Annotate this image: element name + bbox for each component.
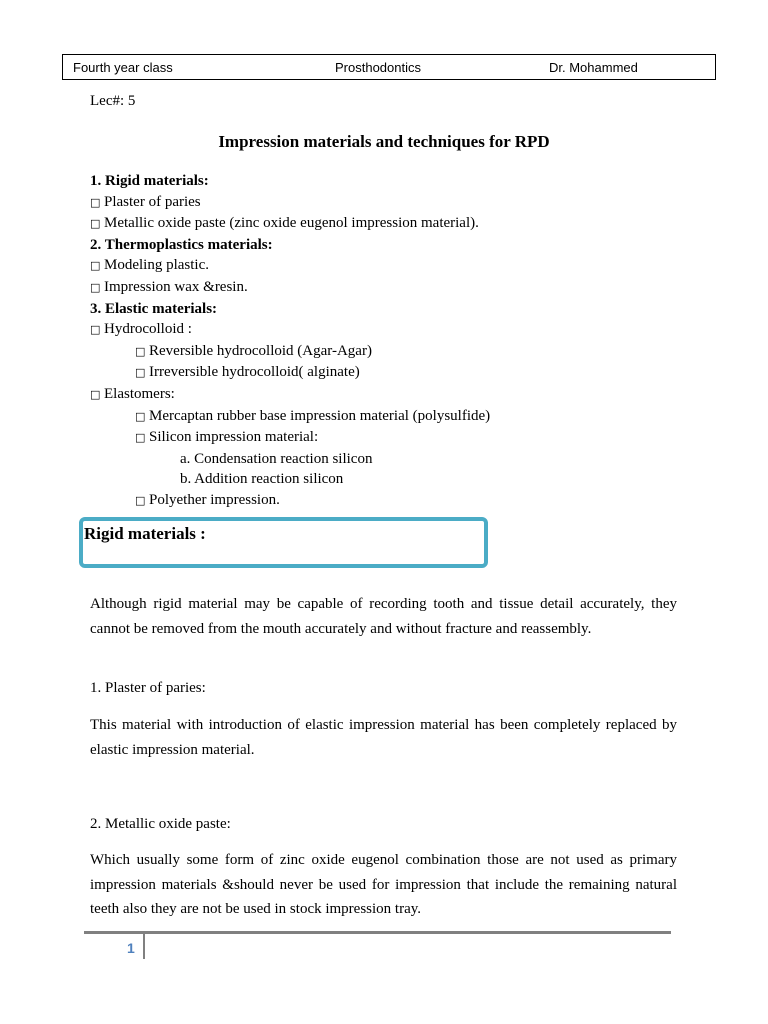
outline-item	[90, 299, 490, 320]
outline-item-text: Plaster of paries	[104, 193, 201, 210]
outline-item-text: Irreversible hydrocolloid( alginate)	[149, 364, 360, 381]
outline-item	[90, 406, 490, 428]
bullet-box-icon: □	[90, 217, 101, 231]
bullet-box-icon: □	[90, 195, 101, 209]
outline-item	[90, 427, 490, 449]
bullet-box-icon: □	[90, 387, 101, 401]
bullet-box-icon: □	[135, 409, 146, 423]
header-subject: Prosthodontics	[335, 60, 421, 75]
metallic-heading: 2. Metallic oxide paste:	[90, 816, 231, 832]
outline-item	[90, 449, 490, 470]
outline-item-text: 1. Rigid materials:	[90, 173, 209, 189]
outline-item	[90, 319, 490, 341]
outline-item-text: Mercaptan rubber base impression material (polysulfide)	[149, 407, 491, 424]
footer-divider	[143, 934, 145, 959]
bullet-box-icon: □	[135, 366, 146, 380]
outline-item-text: Elastomers:	[104, 385, 175, 402]
outline-item-text: Silicon impression material:	[149, 429, 319, 446]
outline-item-text: Modeling plastic.	[104, 257, 209, 274]
page-number: 1	[127, 940, 135, 956]
outline-item-text: Hydrocolloid :	[104, 321, 192, 338]
bullet-box-icon: □	[90, 280, 101, 294]
footer-rule	[84, 931, 671, 934]
bullet-box-icon: □	[135, 493, 146, 507]
lecture-number: Lec#: 5	[90, 93, 136, 109]
outline-item	[90, 469, 490, 490]
outline-item	[90, 213, 490, 235]
outline-item	[90, 171, 490, 192]
bullet-box-icon: □	[90, 259, 101, 273]
plaster-paragraph: This material with introduction of elastic impression material has been completely replaced by elastic impression material.	[90, 717, 677, 758]
section-heading: Rigid materials :	[84, 524, 206, 543]
outline-item	[90, 277, 490, 299]
metallic-paragraph: Which usually some form of zinc oxide eugenol combination those are not used as primary impression materials &should never be used for impression that include the remaining natural teeth also they are not be used in stock impression tray.	[90, 852, 677, 917]
outline-item-text: 3. Elastic materials:	[90, 300, 218, 317]
plaster-heading: 1. Plaster of paries:	[90, 680, 206, 696]
document-header	[62, 54, 716, 80]
bullet-box-icon: □	[90, 323, 101, 337]
outline-item	[90, 255, 490, 277]
outline-item	[90, 341, 490, 363]
materials-outline	[90, 171, 490, 512]
outline-item	[90, 384, 490, 406]
outline-item-text: Reversible hydrocolloid (Agar-Agar)	[149, 342, 372, 359]
header-class: Fourth year class	[73, 60, 173, 75]
outline-item	[90, 490, 490, 512]
outline-item	[90, 362, 490, 384]
outline-item	[90, 235, 490, 256]
bullet-box-icon: □	[135, 344, 146, 358]
outline-item-text: Impression wax &resin.	[104, 278, 248, 295]
outline-item-text: 2. Thermoplastics materials:	[90, 236, 273, 253]
page-title: Impression materials and techniques for RPD	[218, 132, 550, 151]
header-instructor: Dr. Mohammed	[549, 60, 638, 75]
outline-item-text: Metallic oxide paste (zinc oxide eugenol impression material).	[104, 215, 479, 232]
outline-item	[90, 192, 490, 214]
intro-paragraph: Although rigid material may be capable of recording tooth and tissue detail accurately, they cannot be removed from the mouth accurately and without fracture and reassembly.	[90, 596, 677, 637]
bullet-box-icon: □	[135, 431, 146, 445]
outline-item-text: a. Condensation reaction silicon	[180, 450, 373, 467]
outline-item-text: b. Addition reaction silicon	[180, 471, 344, 488]
outline-item-text: Polyether impression.	[149, 491, 280, 508]
